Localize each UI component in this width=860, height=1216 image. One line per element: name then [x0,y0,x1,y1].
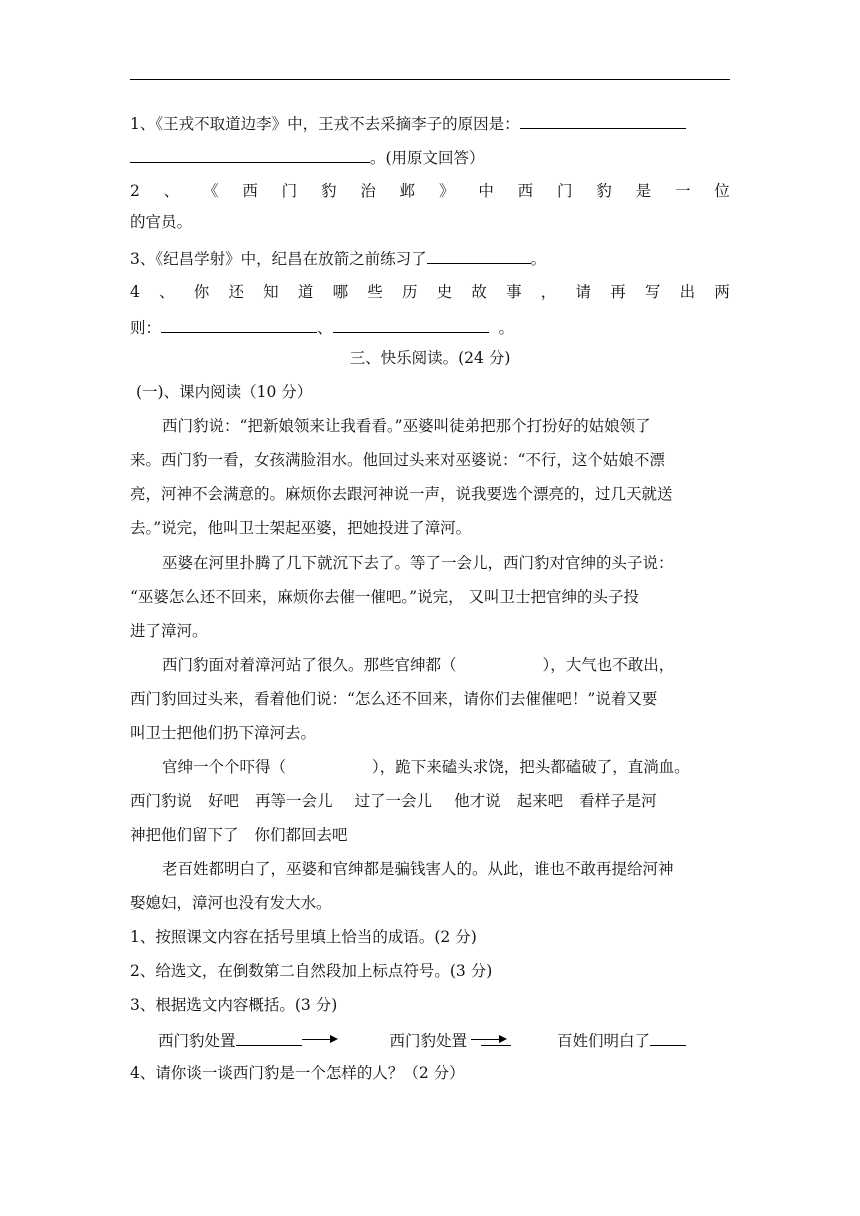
passage-line: 巫婆在河里扑腾了几下就沉下去了。等了一会儿，西门豹对官绅的头子说： [162,554,674,572]
passage-line: 娶媳妇，漳河也没有发大水。 [130,894,332,912]
question-4 [130,282,730,302]
arrow-right-icon [302,1039,336,1040]
passage-line: 西门豹面对着漳河站了很久。那些官绅都（ ），大气也不敢出， [162,656,675,674]
passage-line: 西门豹回过头来，看着他们说：“怎么还不回来，请你们去催催吧！”说着又要 [130,690,658,708]
passage-line: 亮，河神不会满意的。麻烦你去跟河神说一声，说我要选个漂亮的，过几天就送 [130,485,673,503]
reading-question-2: 2、给选文，在倒数第二自然段加上标点符号。(3 分) [130,962,493,980]
answer-blank[interactable] [520,112,686,129]
question-1: 1、《王戎不取道边李》中，王戎不去采摘李子的原因是： [130,112,730,134]
passage-line: 去。”说完，他叫卫士架起巫婆，把她投进了漳河。 [130,519,472,537]
reading-question-4: 4、请你谈一谈西门豹是一个怎样的人？（2 分） [130,1064,465,1082]
passage-line: 老百姓都明白了，巫婆和官绅都是骗钱害人的。从此，谁也不敢再提给河神 [162,860,674,878]
punctuation-exercise-line: 西门豹说 好吧 再等一会儿 过了一会儿 他才说 起来吧 看样子是河 [130,792,657,810]
question-2 [130,181,730,201]
header-rule [130,79,730,80]
reading-question-1: 1、按照课文内容在括号里填上恰当的成语。(2 分) [130,928,477,946]
reading-question-3: 3、根据选文内容概括。(3 分) [130,996,338,1014]
question-2-cont: 的官员。 [130,213,193,231]
passage-line: 进了漳河。 [130,622,208,640]
passage-line: 官绅一个个吓得（ ），跪下来磕头求饶，把头都磕破了，直淌血。 [162,758,690,776]
passage-line: 叫卫士把他们扔下漳河去。 [130,724,317,742]
punctuation-exercise-line: 神把他们留下了 你们都回去吧 [130,826,348,844]
arrow-right-icon [471,1039,505,1040]
passage-line: 来。西门豹一看，女孩满脸泪水。他回过头来对巫婆说：“不行，这个姑娘不漂 [130,451,665,469]
question-2-line: 2 、 《 西 门 豹 治 邺 》 中 西 门 豹 是 一 位 [130,182,730,200]
sub-title: (一)、课内阅读（10 分） [136,383,313,401]
answer-blank[interactable] [236,1029,302,1046]
answer-blank[interactable] [333,316,489,333]
question-4-line: 4 、 你 还 知 道 哪 些 历 史 故 事 ， 请 再 写 出 两 [130,283,730,301]
question-4-cont: 则： 、 。 [130,316,730,338]
passage-line: 西门豹说：“把新娘领来让我看看。”巫婆叫徒弟把那个打扮好的姑娘领了 [162,417,651,435]
section-title: 三、快乐阅读。(24 分) [349,349,511,367]
summary-chain: 西门豹处置 西门豹处置 百姓们明白了 [158,1029,738,1051]
answer-blank[interactable] [130,146,370,163]
answer-blank[interactable] [161,316,317,333]
passage-line: “巫婆怎么还不回来，麻烦你去催一催吧。”说完， 又叫卫士把官绅的头子投 [130,588,640,606]
question-1-cont: 。(用原文回答） [130,146,730,168]
answer-blank[interactable] [427,247,531,264]
answer-blank[interactable] [650,1029,686,1046]
question-3: 3、《纪昌学射》中，纪昌在放箭之前练习了 。 [130,247,730,269]
